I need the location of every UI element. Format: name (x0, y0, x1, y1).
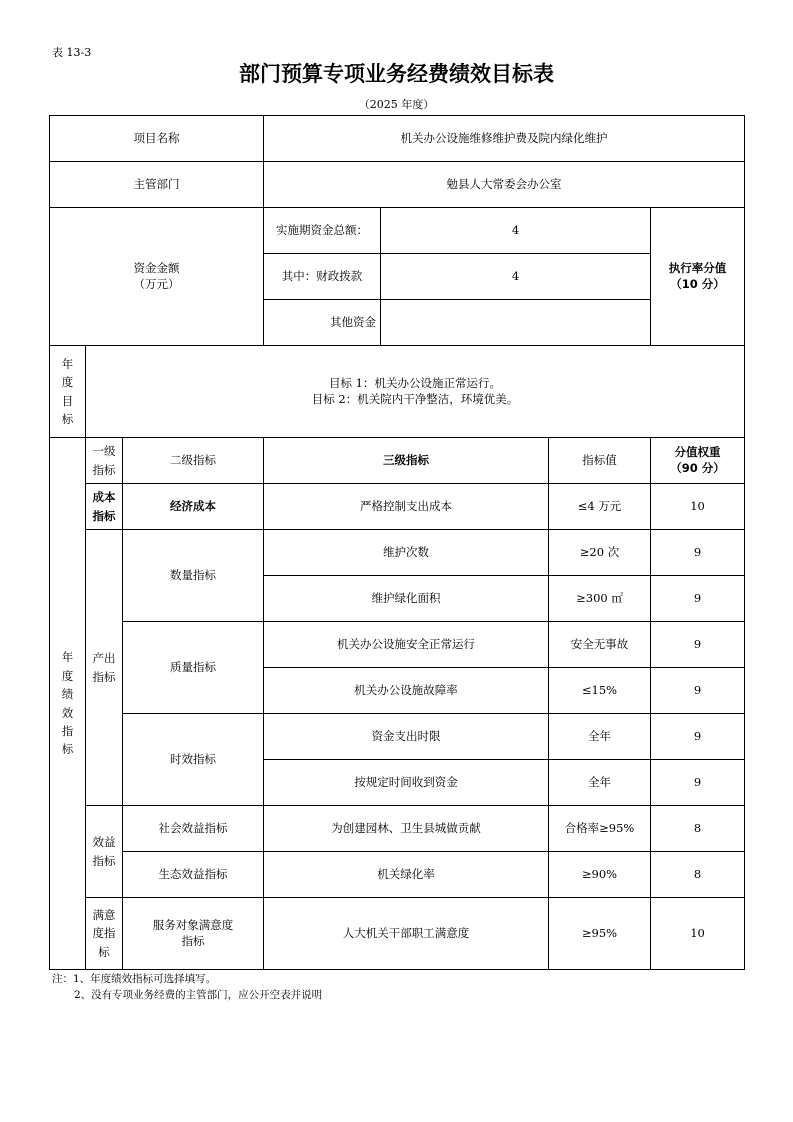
indicator-weight: 9 (651, 668, 745, 714)
exec-score-value: （10 分） (670, 276, 725, 291)
level3-cell: 机关办公设施安全正常运行 (264, 622, 549, 668)
indicator-value: 全年 (549, 714, 651, 760)
footnote-2: 2、没有专项业务经费的主管部门，应公开空表并说明 (74, 988, 323, 1001)
level3-cell: 机关绿化率 (264, 852, 549, 898)
fiscal-year: （2025 年度） (358, 98, 435, 111)
header-level1: 一级指标 (86, 438, 123, 484)
indicator-value: ≥20 次 (549, 530, 651, 576)
indicator-weight: 8 (651, 806, 745, 852)
header-level2: 二级指标 (123, 438, 264, 484)
goal-item: 目标 2：机关院内干净整洁，环境优美。 (311, 391, 519, 406)
funds-unit: （万元） (133, 276, 180, 291)
indicator-weight: 9 (651, 530, 745, 576)
level3-cell: 维护绿化面积 (264, 576, 549, 622)
level2-cell: 数量指标 (123, 530, 264, 622)
indicator-weight: 9 (651, 576, 745, 622)
goal-item: 目标 1：机关办公设施正常运行。 (329, 375, 501, 390)
footnote-1: 注：1、年度绩效指标可选择填写。 (52, 973, 217, 985)
indicator-value: 全年 (549, 760, 651, 806)
project-name-value: 机关办公设施维修维护费及院内绿化维护 (264, 116, 745, 162)
indicator-weight: 10 (651, 484, 745, 530)
funds-total-value: 4 (381, 208, 651, 254)
header-weight-cell (651, 438, 745, 484)
indicator-weight: 9 (651, 622, 745, 668)
header-weight-total: （90 分） (670, 460, 725, 475)
indicator-value: ≤4 万元 (549, 484, 651, 530)
annual-goals-label: 年度目标 (61, 356, 74, 426)
annual-goals-label-cell (50, 346, 86, 438)
annual-goals-cell (86, 346, 745, 438)
funds-label: 资金金额 (133, 260, 180, 275)
level1-satisfaction: 满意度指标 (86, 898, 123, 970)
level1-output: 产出指标 (86, 530, 123, 806)
funds-other-value (381, 300, 651, 346)
funds-total-label: 实施期资金总额： (264, 208, 381, 254)
header-level3: 三级指标 (264, 438, 549, 484)
funds-fiscal-value: 4 (381, 254, 651, 300)
level3-cell: 按规定时间收到资金 (264, 760, 549, 806)
level2-cell: 质量指标 (123, 622, 264, 714)
page-title: 部门预算专项业务经费绩效目标表 (239, 62, 554, 86)
funds-label-cell (50, 208, 264, 346)
level2-cell: 服务对象满意度指标 (123, 898, 264, 970)
indicator-weight: 9 (651, 714, 745, 760)
performance-target-table (49, 115, 745, 970)
header-value: 指标值 (549, 438, 651, 484)
project-name-label: 项目名称 (50, 116, 264, 162)
level2-cell: 经济成本 (123, 484, 264, 530)
exec-score-label: 执行率分值 (668, 260, 727, 275)
level2-cell: 社会效益指标 (123, 806, 264, 852)
indicators-section-cell (50, 438, 86, 970)
funds-other-label: 其他资金 (264, 300, 381, 346)
department-value: 勉县人大常委会办公室 (264, 162, 745, 208)
level2-cell: 生态效益指标 (123, 852, 264, 898)
level3-cell: 资金支出时限 (264, 714, 549, 760)
indicator-value: 合格率≥95% (549, 806, 651, 852)
funds-fiscal-label: 其中：财政拨款 (264, 254, 381, 300)
footnotes (52, 972, 322, 1004)
indicator-value: ≥90% (549, 852, 651, 898)
level3-cell: 维护次数 (264, 530, 549, 576)
level3-cell: 为创建园林、卫生县城做贡献 (264, 806, 549, 852)
indicator-value: ≥95% (549, 898, 651, 970)
header-weight: 分值权重 (674, 444, 721, 459)
level3-cell: 人大机关干部职工满意度 (264, 898, 549, 970)
level2-cell: 时效指标 (123, 714, 264, 806)
exec-score-cell (651, 208, 745, 346)
indicator-value: ≤15% (549, 668, 651, 714)
table-reference: 表 13-3 (52, 46, 92, 59)
level1-cost: 成本指标 (86, 484, 123, 530)
indicator-value: ≥300 ㎡ (549, 576, 651, 622)
level3-cell: 机关办公设施故障率 (264, 668, 549, 714)
level3-cell: 严格控制支出成本 (264, 484, 549, 530)
indicator-value: 安全无事故 (549, 622, 651, 668)
indicators-section-label: 年度绩效指标 (61, 650, 74, 757)
indicator-weight: 8 (651, 852, 745, 898)
indicator-weight: 10 (651, 898, 745, 970)
level1-benefit: 效益指标 (86, 806, 123, 898)
department-label: 主管部门 (50, 162, 264, 208)
indicator-weight: 9 (651, 760, 745, 806)
